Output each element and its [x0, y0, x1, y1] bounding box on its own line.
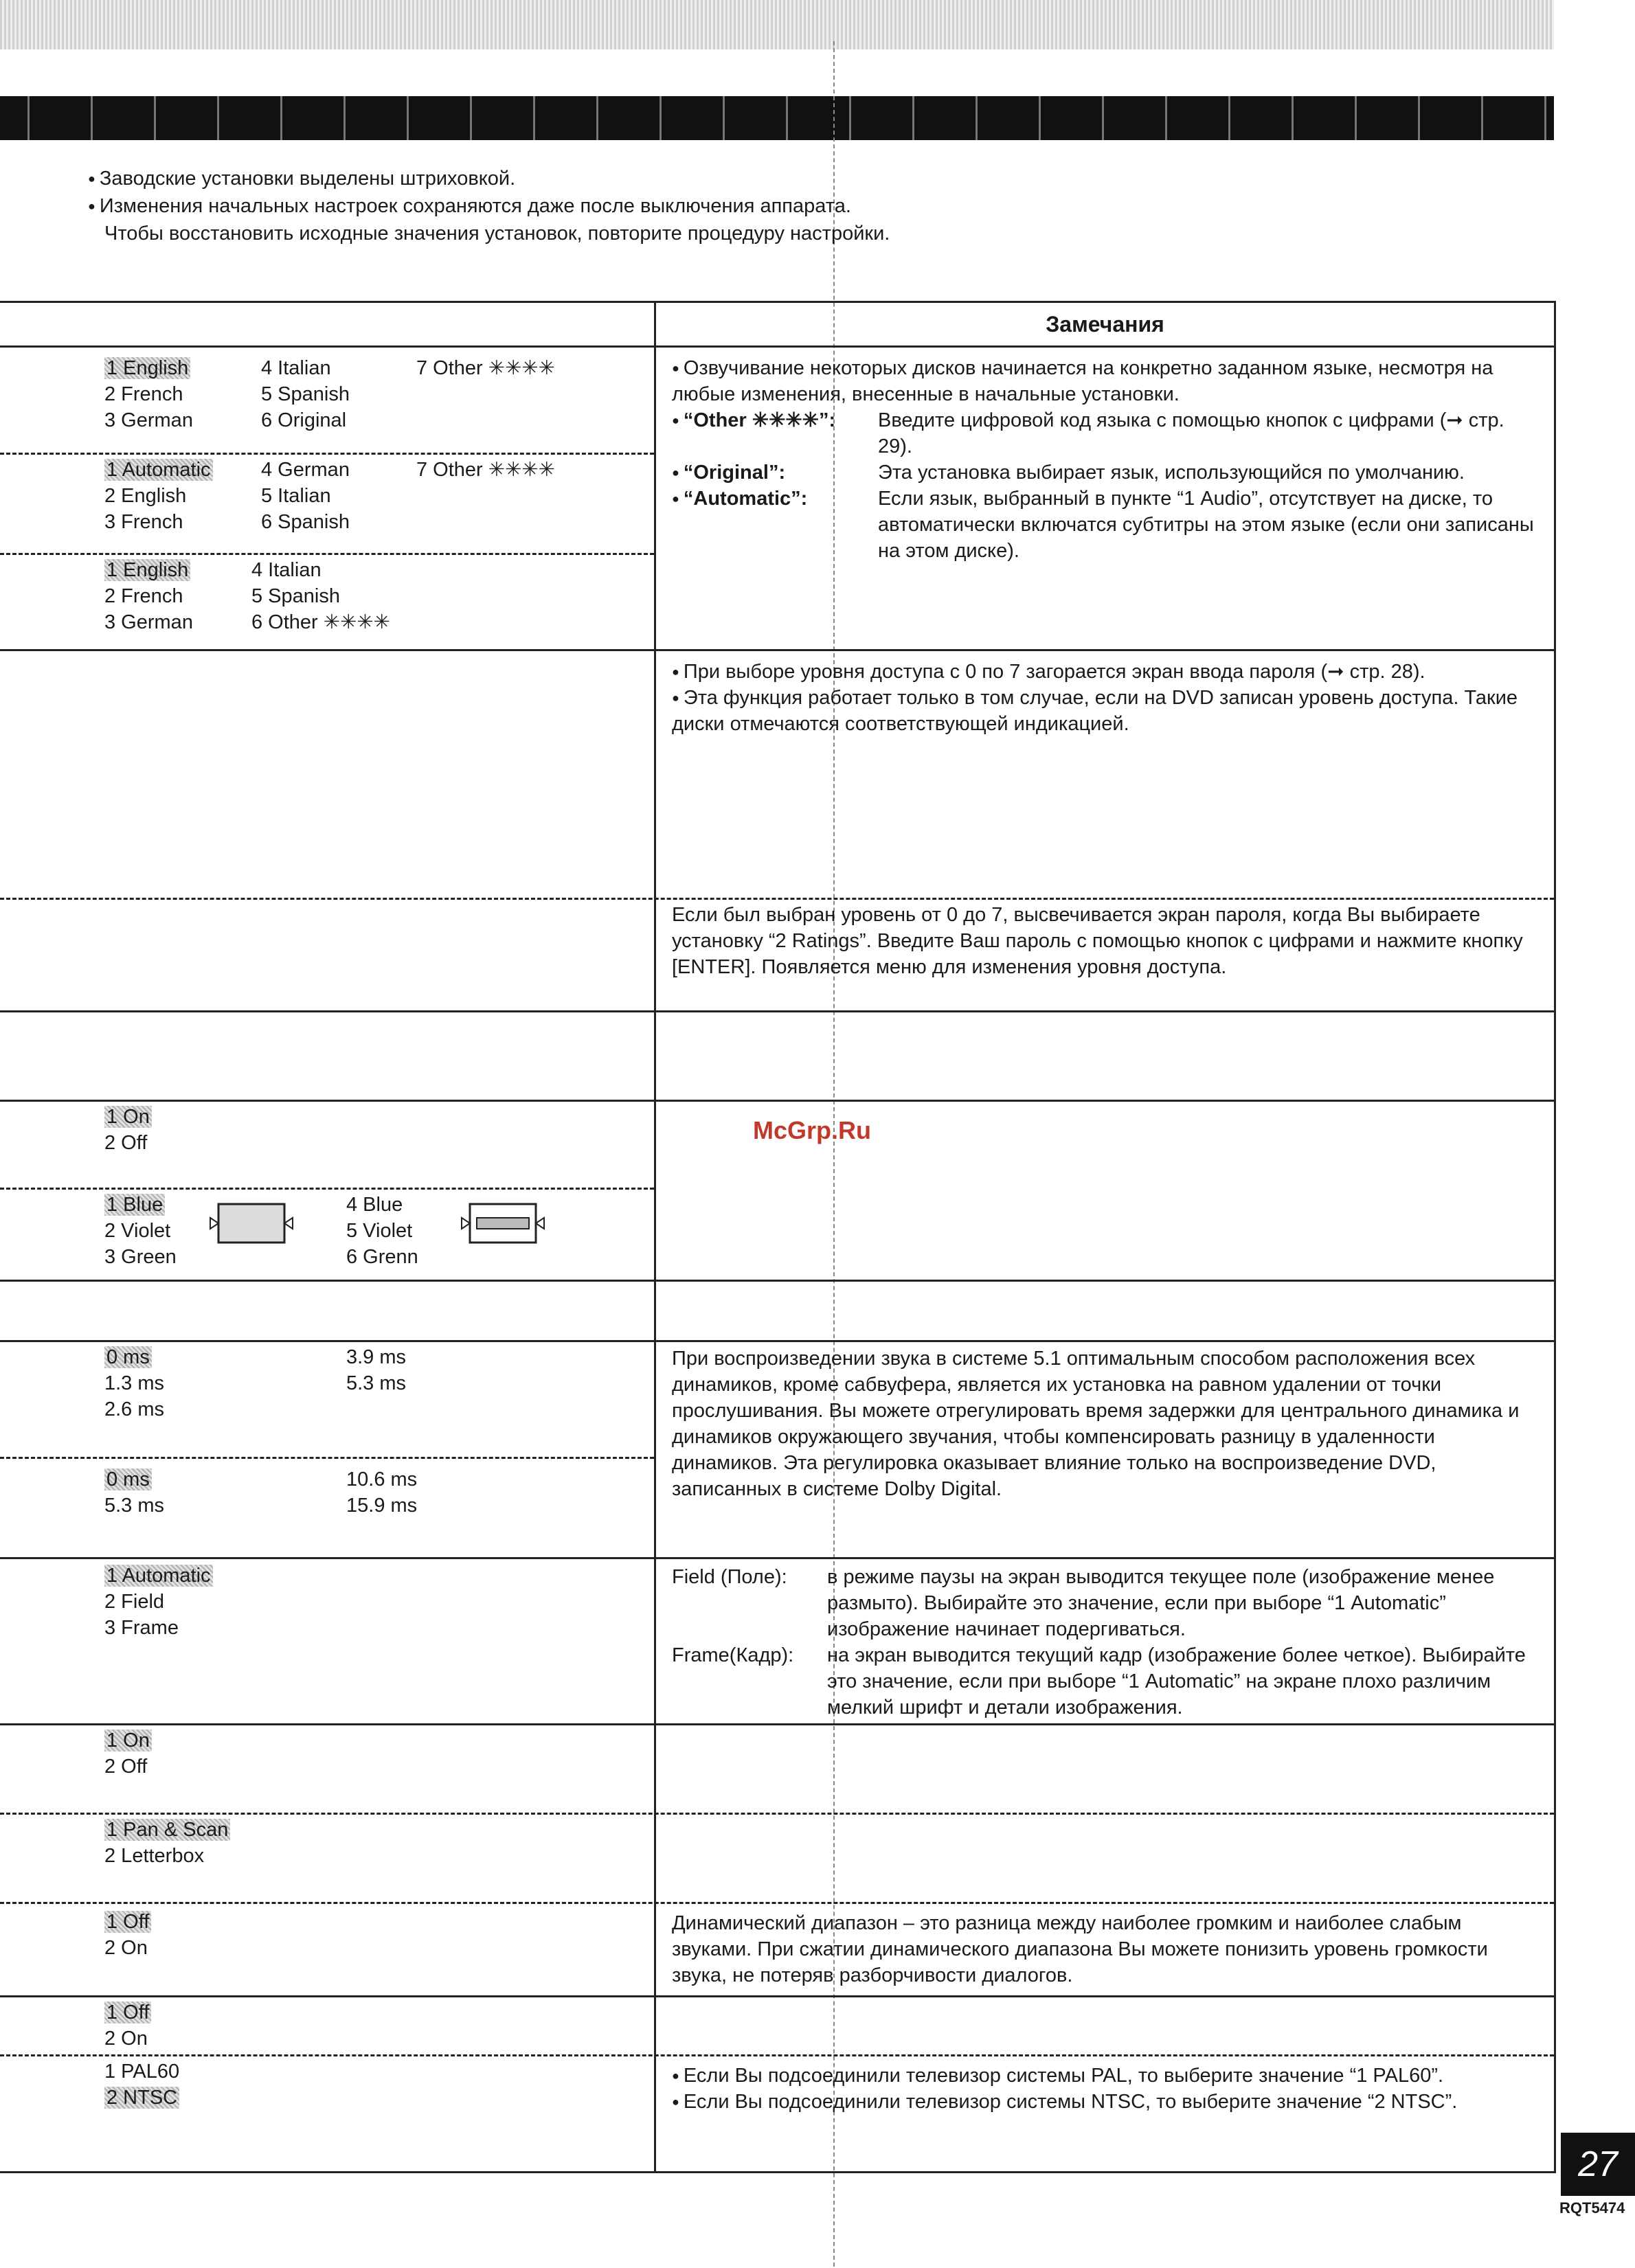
- row-divider: [0, 649, 1554, 651]
- note-bullet: ● Эта функция работает только в том случае, если на DVD записан уровень доступа. Такие диски отмечаются соответствующей индикацией.: [672, 685, 1534, 737]
- drc-options: [104, 1909, 151, 1961]
- note-bullet: ● Озвучивание некоторых дисков начинается на конкретно заданном языке, несмотря на любые изменения, внесенные в начальные установки.: [672, 355, 1534, 407]
- option: 5 Violet: [346, 1220, 413, 1242]
- row-divider: [0, 898, 1554, 900]
- option: 4 Blue: [346, 1194, 403, 1216]
- term: ● “Automatic”:: [672, 486, 878, 564]
- note-definition: [672, 407, 1534, 460]
- option: 5 Spanish: [261, 383, 350, 405]
- subtitle-options-col2: [261, 457, 350, 535]
- description: Если язык, выбранный в пункте “1 Audio”, отсутствует на диске, то автоматически включатся субтитры на этом языке (если они записаны на этом диске).: [878, 488, 1534, 562]
- row-divider: [0, 553, 654, 555]
- ratings2-note: Если был выбран уровень от 0 до 7, высвечивается экран пароля, когда Вы выбираете установку “2 Ratings”. Введите Ваш пароль с помощью кнопок с цифрами и нажмите кнопку [ENTER]. Появляется меню для изменения уровня доступа.: [672, 904, 1523, 978]
- row-divider: [0, 1723, 1554, 1725]
- note-bullet: ● Если Вы подсоединили телевизор системы PAL, то выберите значение “1 PAL60”.: [672, 2063, 1534, 2089]
- intro-line: Чтобы восстановить исходные значения установок, повторите процедуру настройки.: [104, 223, 890, 245]
- default-option: 0 ms: [104, 1468, 152, 1490]
- top-band: [0, 0, 1554, 49]
- delay-note: При воспроизведении звука в системе 5.1 оптимальным способом расположения всех динамиков, кроме сабвуфера, является их установка на равном удалении от точки прослушивания. Вы можете отрегулировать время задержки для центрального динамика и динамиков окружающего звучания, чтобы компенсировать разницу в удаленности динамиков. Эта регулировка оказывает влияние только на воспроизведение DVD, записанных в системе Dolby Digital.: [672, 1348, 1520, 1500]
- row-divider: [0, 1995, 1554, 1997]
- still-notes: [672, 1564, 1534, 1721]
- offon-options: [104, 1999, 151, 2052]
- intro: [88, 165, 890, 247]
- default-option: 1 Automatic: [104, 459, 213, 481]
- delay-center-col2: [346, 1344, 406, 1396]
- option: 2 English: [104, 485, 187, 507]
- audio-options-col2: [261, 355, 350, 433]
- title-bar: [0, 96, 1554, 140]
- note-definition: [672, 460, 1534, 486]
- default-option: 1 Off: [104, 1911, 151, 1933]
- intro-line: ● Заводские установки выделены штриховкой.: [88, 165, 890, 192]
- row-divider: [0, 1280, 1554, 1282]
- default-option: 1 English: [104, 559, 190, 581]
- audio-options-col1: [104, 355, 193, 433]
- screen-icon-violet: [460, 1200, 545, 1248]
- option: 6 Other ✳✳✳✳: [251, 611, 390, 633]
- note-bullet: ● Если Вы подсоединили телевизор системы NTSC, то выберите значение “2 NTSC”.: [672, 2089, 1534, 2115]
- description: Эта установка выбирает язык, использующийся по умолчанию.: [878, 462, 1465, 484]
- option: 10.6 ms: [346, 1468, 418, 1490]
- row-divider: [0, 1457, 654, 1459]
- option: 3 Frame: [104, 1617, 179, 1639]
- option: 5 Spanish: [251, 585, 340, 607]
- option: 2 On: [104, 2028, 148, 2050]
- option: 3 French: [104, 511, 183, 533]
- audio-options-col3: 7 Other ✳✳✳✳: [416, 357, 555, 379]
- delay-surround-col1: [104, 1466, 164, 1519]
- option: 4 Italian: [251, 559, 322, 581]
- term: ● “Other ✳✳✳✳”:: [672, 407, 878, 460]
- option: 4 Italian: [261, 357, 331, 379]
- option: 2 Off: [104, 1132, 148, 1154]
- option: 1.3 ms: [104, 1372, 165, 1394]
- drc-note: Динамический диапазон – это разница между наиболее громким и наиболее слабым звуками. При сжатии динамического диапазона Вы можете понизить уровень громкости звука, не потеряв разборчивости диалогов.: [672, 1912, 1488, 1986]
- row-divider: [0, 1813, 1554, 1815]
- option: 5.3 ms: [346, 1372, 407, 1394]
- default-option: 2 NTSC: [104, 2087, 179, 2109]
- default-option: 1 On: [104, 1730, 152, 1751]
- color-options-col2: [346, 1192, 418, 1270]
- default-option: 0 ms: [104, 1346, 152, 1368]
- row-divider: [0, 1188, 654, 1190]
- default-option: 1 Automatic: [104, 1565, 213, 1587]
- option: 2 Letterbox: [104, 1845, 205, 1867]
- menus-options-col1: [104, 557, 193, 635]
- default-option: 1 Blue: [104, 1194, 165, 1216]
- note-definition: [672, 1642, 1534, 1721]
- option: 6 Spanish: [261, 511, 350, 533]
- settings-table: [0, 301, 1556, 2173]
- row-divider: [0, 1340, 1554, 1342]
- option: 15.9 ms: [346, 1495, 418, 1517]
- column-divider: [654, 303, 656, 2171]
- row-divider: [0, 453, 654, 455]
- row-divider: [0, 1557, 1554, 1559]
- term: Field (Поле):: [672, 1566, 787, 1588]
- option: 2 Violet: [104, 1220, 171, 1242]
- option: 5 Italian: [261, 485, 331, 507]
- description: в режиме паузы на экран выводится текущее поле (изображение менее размыто). Выбирайте это значение, если при выборе “1 Automatic” изображение начинает подергиваться.: [827, 1566, 1495, 1640]
- option: 4 German: [261, 459, 350, 481]
- row-divider: [0, 1902, 1554, 1904]
- note-bullet: ● При выборе уровня доступа с 0 по 7 загорается экран ввода пароля (➞ стр. 28).: [672, 659, 1534, 685]
- watermark: McGrp.Ru: [753, 1116, 872, 1144]
- row-divider: [0, 1010, 1554, 1012]
- delay-center-col1: [104, 1344, 164, 1422]
- note-definition: [672, 486, 1534, 564]
- language-notes: [672, 355, 1534, 564]
- default-option: 1 On: [104, 1106, 152, 1128]
- screen-icon-blue: [209, 1200, 294, 1248]
- description: на экран выводится текущий кадр (изображение более четкое). Выбирайте это значение, если при выборе “1 Automatic” на экране плохо различим мелкий шрифт и детали изображения.: [827, 1644, 1526, 1719]
- term: Frame(Кадр):: [672, 1644, 794, 1666]
- tv-notes: [672, 2063, 1534, 2115]
- option: 5.3 ms: [104, 1495, 165, 1517]
- row-divider: [0, 1100, 1554, 1102]
- tv-options: [104, 2059, 179, 2111]
- option: 6 Original: [261, 409, 347, 431]
- option: 2 French: [104, 383, 183, 405]
- option: 2 French: [104, 585, 183, 607]
- default-option: 1 Pan & Scan: [104, 1819, 230, 1841]
- onoff-options: [104, 1727, 152, 1780]
- description: Введите цифровой код языка с помощью кнопок с цифрами (➞ стр. 29).: [878, 409, 1504, 457]
- term: ● “Original”:: [672, 460, 878, 486]
- subtitle-options-col3: 7 Other ✳✳✳✳: [416, 459, 555, 481]
- subtitle-options-col1: [104, 457, 213, 535]
- still-options: [104, 1563, 213, 1641]
- default-option: 1 Off: [104, 2001, 151, 2023]
- default-option: 1 English: [104, 357, 190, 379]
- row-divider: [0, 2054, 1554, 2056]
- row-divider: [0, 345, 1554, 348]
- option: 1 PAL60: [104, 2061, 180, 2083]
- option: 3 German: [104, 611, 193, 633]
- option: 3.9 ms: [346, 1346, 407, 1368]
- option: 6 Grenn: [346, 1246, 418, 1268]
- option: 3 Green: [104, 1246, 177, 1268]
- option: 2 Field: [104, 1591, 165, 1613]
- option: 2.6 ms: [104, 1398, 165, 1420]
- delay-surround-col2: [346, 1466, 417, 1519]
- color-options-col1: [104, 1192, 177, 1270]
- doc-code: RQT5474: [1559, 2199, 1625, 2216]
- display-options: [104, 1104, 152, 1156]
- menus-options-col2: [251, 557, 390, 635]
- option: 2 On: [104, 1937, 148, 1959]
- ratings-notes: [672, 659, 1534, 737]
- option: 2 Off: [104, 1756, 148, 1778]
- note-definition: [672, 1564, 1534, 1642]
- notes-header: Замечания: [1046, 312, 1164, 337]
- intro-line: ● Изменения начальных настроек сохраняются даже после выключения аппарата.: [88, 192, 890, 220]
- option: 3 German: [104, 409, 193, 431]
- aspect-options: [104, 1817, 230, 1869]
- page-number: 27: [1561, 2133, 1635, 2196]
